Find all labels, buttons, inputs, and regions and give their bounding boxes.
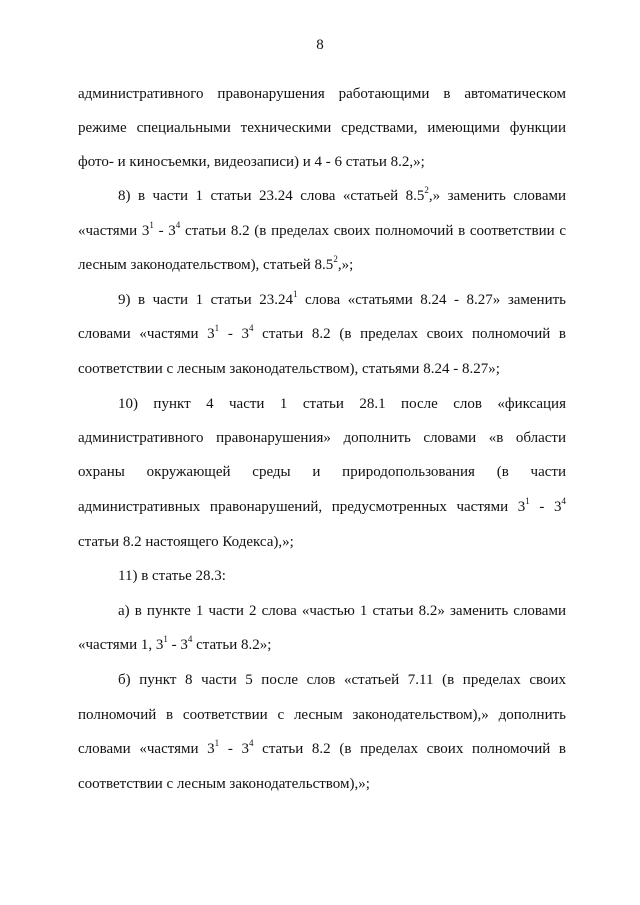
text-line: «частями 1, $3^1 - 3^4$ статьи 8.2»; (78, 634, 272, 653)
text-line: словами «частями $3^1 - 3^4$ статьи 8.2 (в пределах своих полномочий в (78, 738, 566, 757)
text-line: «частями $3^1 - 3^4$ статьи 8.2 (в пределах своих полномочий в соответствии с (78, 220, 566, 239)
text-line: фото- и киносъемки, видеозаписи) и 4 - 6 статьи 8.2,»; (78, 154, 425, 170)
text-line: лесным законодательством), статьей $8.5^2$,»; (78, 254, 354, 273)
text-line: режиме специальными техническими средствами, имеющими функции (78, 120, 566, 136)
text-line: словами «частями $3^1 - 3^4$ статьи 8.2 (в пределах своих полномочий в (78, 323, 566, 342)
text-line: соответствии с лесным законодательством),»; (78, 776, 370, 792)
text-line: б) пункт 8 части 5 после слов «статьей 7.11 (в пределах своих (118, 672, 566, 688)
text-line: 10) пункт 4 части 1 статьи 28.1 после слов «фиксация (118, 396, 566, 412)
text-line: статьи 8.2 настоящего Кодекса),»; (78, 534, 294, 550)
page-number: 8 (316, 37, 324, 53)
text-line: 11) в статье 28.3: (118, 568, 226, 584)
text-line: а) в пункте 1 части 2 слова «частью 1 статьи 8.2» заменить словами (118, 603, 566, 619)
text-line: полномочий в соответствии с лесным законодательством),» дополнить (78, 707, 566, 723)
text-line: охраны окружающей среды и природопользования (в части (78, 464, 566, 480)
text-line: 8) в части 1 статьи 23.24 слова «статьей $8.5^2$,» заменить словами (118, 185, 566, 204)
text-line: административных правонарушений, предусмотренных частями $3^1 - 3^4$ (78, 496, 567, 515)
text-line: административного правонарушения» дополнить словами «в области (78, 430, 566, 446)
text-line: соответствии с лесным законодательством), статьями 8.24 - 8.27»; (78, 361, 500, 377)
text-line: административного правонарушения работающими в автоматическом (78, 86, 566, 102)
text-line: 9) в части 1 статьи 23.24$^1$ слова «статьями 8.24 - 8.27» заменить (118, 289, 566, 308)
